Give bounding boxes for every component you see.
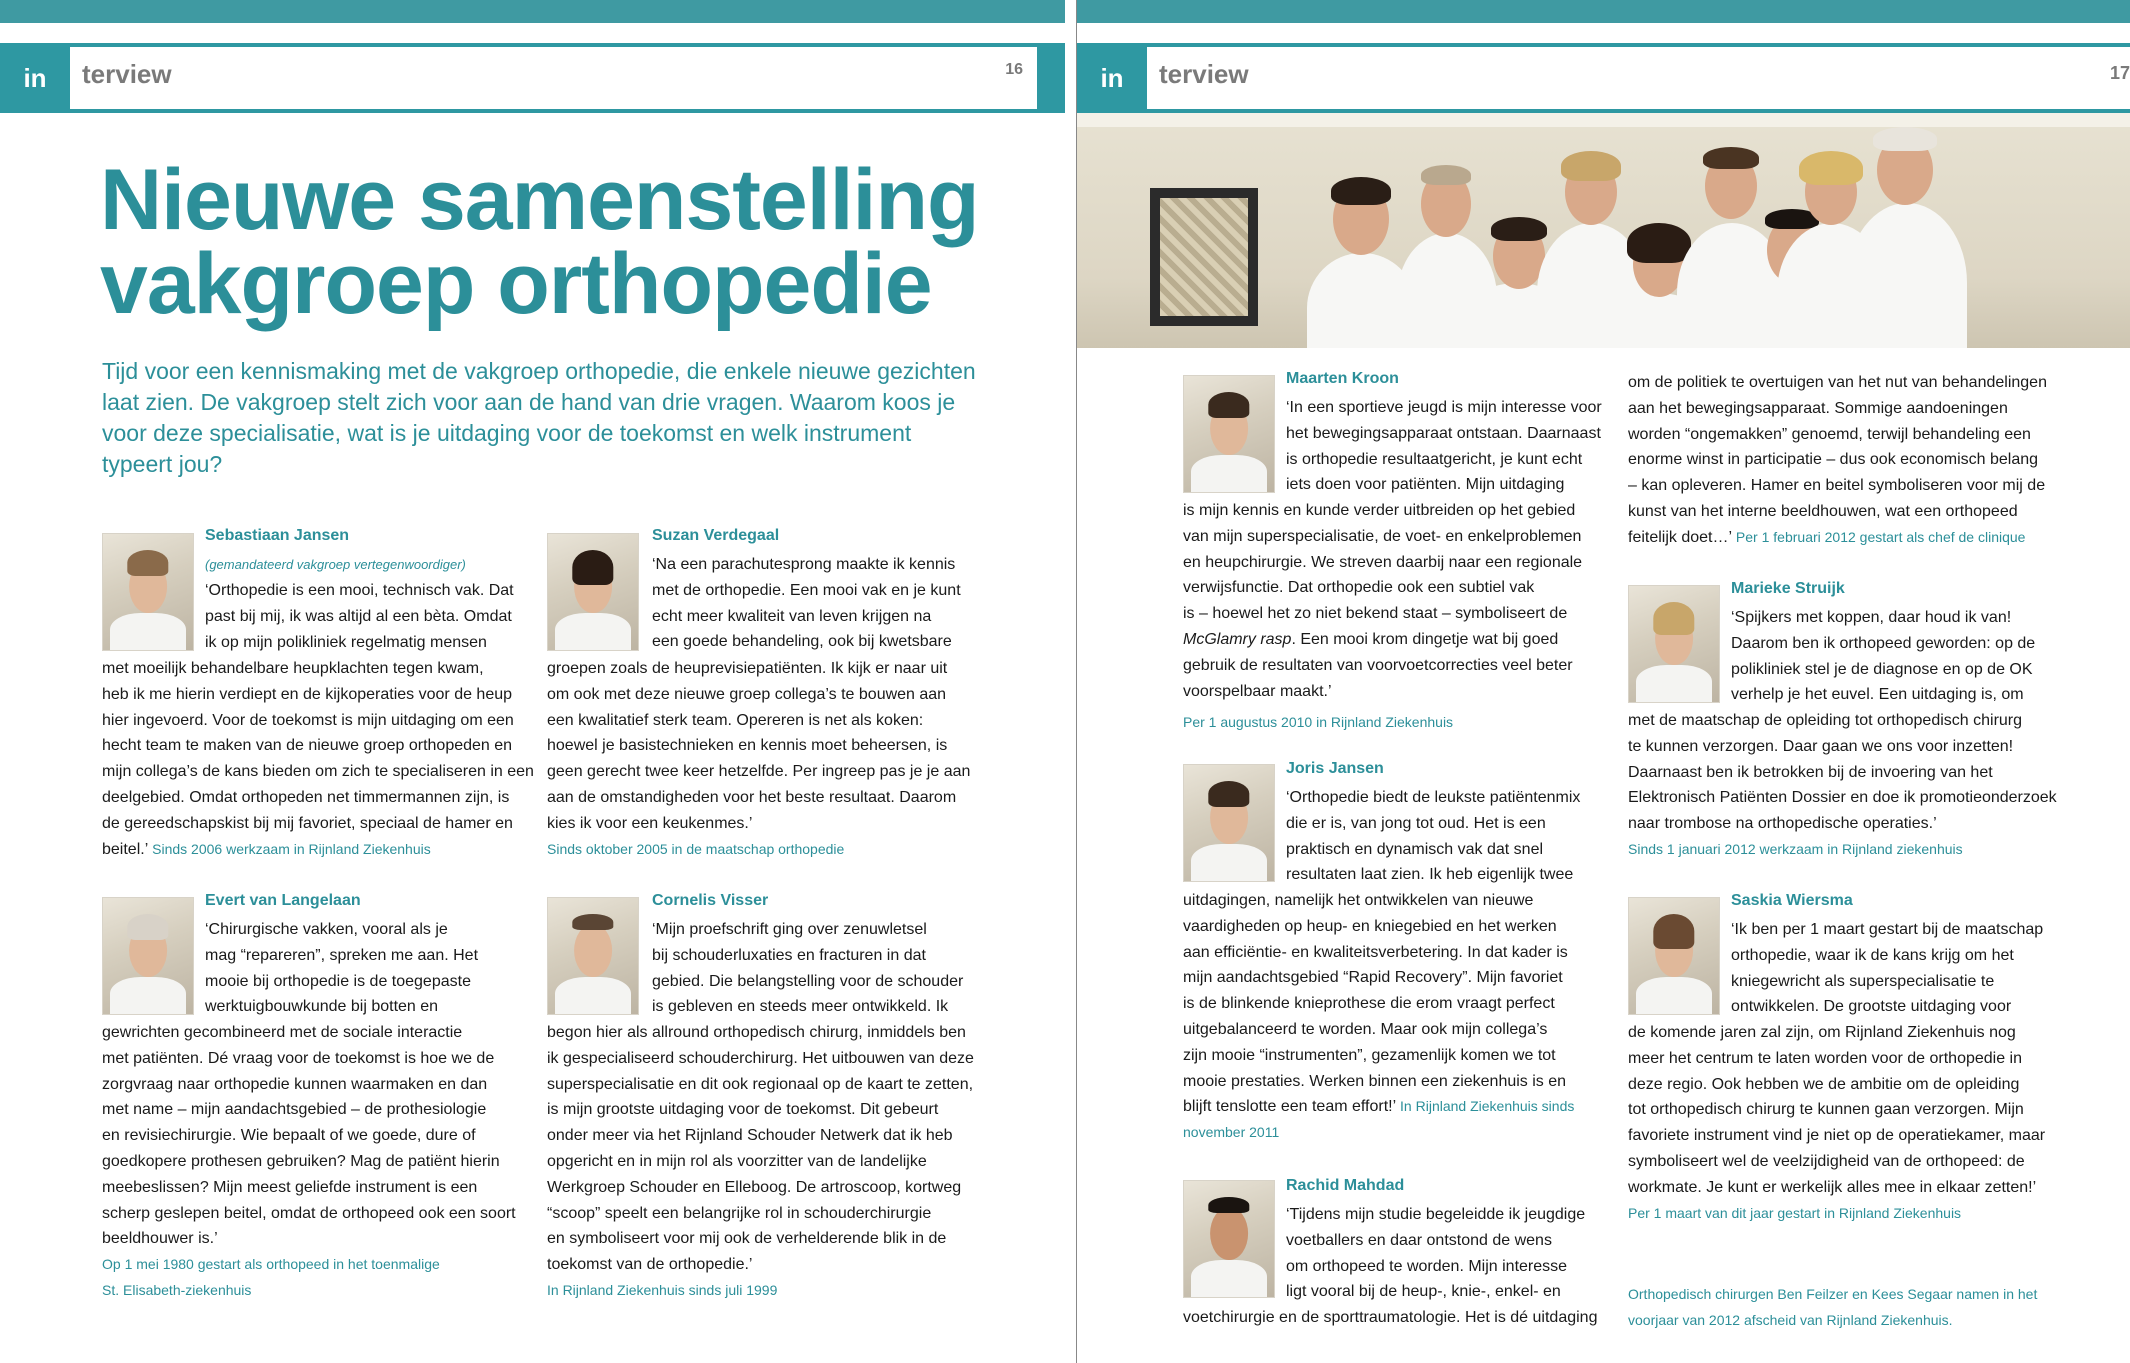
top-strip <box>0 0 1065 23</box>
page-number: 17 <box>2109 63 2130 83</box>
intro-text: Tijd voor een kennismaking met de vakgroep orthopedie, die enkele nieuwe gezichten laat zien. De vakgroep stelt zich voor aan de hand van drie vragen. Waarom koos je voor deze specialisatie, wat is je uitdaging voor de toekomst en welk instrument typeert jou? <box>102 358 976 477</box>
note-evert: Op 1 mei 1980 gestart als orthopeed in het toenmalige <box>102 1256 440 1273</box>
closing-note: Orthopedisch chirurgen Ben Feilzer en Kees Segaar namen in het voorjaar van 2012 afscheid van Rijnland Ziekenhuis. <box>1628 1286 2038 1328</box>
name-suzan: Suzan Verdegaal <box>652 527 780 544</box>
portrait-evert <box>102 897 194 1015</box>
text-rachid-continued: om de politiek te overtuigen van het nut van behandelingen aan het bewegingsapparaat. Sommige aandoeningen worden “ongemakken” genoemd, terwijl behandeling een enorme winst in participatie – dus ook economisch belang – kan opleveren. Hamer en beitel symboliseren voor mij de kunst van het interne beeldhouwen, wat een orthopeed feitelijk doet…’ Per 1 februari 2012 gestart als chef de clinique <box>1628 374 2047 546</box>
text-suzan: ‘Na een parachutesprong maakte ik kennis met de orthopedie. Een mooi vak en je kunt echt meer kwaliteit van leven krijgen na een goede behandeling, ook bij kwetsbare <box>652 556 961 651</box>
framed-artwork <box>1150 188 1258 326</box>
portrait-maarten <box>1183 375 1275 493</box>
note-marieke: Sinds 1 januari 2012 werkzaam in Rijnland ziekenhuis <box>1628 840 1963 857</box>
portrait-joris <box>1183 764 1275 882</box>
text-joris: ‘Orthopedie biedt de leukste patiëntenmix die er is, van jong tot oud. Het is een praktisch en dynamisch vak dat snel resultaten laat zien. Ik heb eigenlijk twee <box>1286 789 1581 884</box>
note-maarten: Per 1 augustus 2010 in Rijnland Ziekenhuis <box>1183 714 1454 731</box>
right-page: in terview 17 Maarten Kroon ‘In een sportieve jeugd is mijn interesse voor het bewegingsapparaat ontstaan. Daarnaast is orthopedie resultaatgericht, je kunt echt iets doen voor patiënten. Mijn uitdaging is mijn kennis en kunde verder uitbreiden op het gebied van mijn superspecialisatie, de voet- en enkelproblemen en heupchirurgie. We streven daarbij naar een regionale verwijsfunctie. Dat orthopedie ook een subtiel vak is – hoewel het zo niet bekend staat – symboliseert de McGlamry rasp. Een mooi krom dingetje wat bij goed gebruik de resultaten van voorvoetcorrecties veel beter voorspelbaar maakt.’ Per 1 augustus 2010 in Rijnland Ziekenhuis Joris Jansen ‘Orthopedie biedt de leukste patiëntenmix die er is, van jong tot oud. Het is een praktisch en dynamisch vak dat snel resultaten laat zien. Ik heb eigenlijk twee uitdagingen, namelijk het ontwikkelen van nieuwe vaardigheden op heup- en kniegebied en het werken aan efficiëntie- en kwaliteitsverbetering. In dat kader is mijn aandachtsgebied “Rapid Recovery”. Mijn favoriet is de blinkende knieprothese die erom vraagt perfect uitgebalanceerd te worden. Maar ook mijn collega’s zijn mooie “instrumenten”, gezamenlijk komen we tot mooie prestaties. Werken binnen een ziekenhuis is en blijft tenslotte een team effort!’ In Rijnland Ziekenhuis sinds november 2011 Rachid Mahdad ‘Tijdens mijn studie begeleidde ik jeugdige voetballers en daar ontstond de wens om orthopeed te worden. Mijn interesse ligt vooral bij de heup-, knie-, enkel- en voetchirurgie en de sporttraumatologie. Het is dé uitdaging om de politiek te overtuigen van het nut van behandelingen aan het bewegingsapparaat. Sommige aandoeningen worden “ongemakken” genoemd, terwijl behandeling een enorme winst in participatie – dus ook economisch belang – kan opleveren. Hamer en beitel symboliseren voor mij de kunst van het interne beeldhouwen, wat een orthopeed feitelijk doet…’ Per 1 februari 2012 gestart als chef de clinique Marieke Struijk ‘Spijkers met koppen, daar houd ik van! Daarom ben ik orthopeed geworden: op de polikliniek stel je de diagnose en op de OK verhelp je het euvel. Een uitdaging is, om met de maatschap de opleiding tot orthopedisch chirurg te kunnen verzorgen. Daar gaan we ons voor inzetten! Daarnaast ben ik betrokken bij de invoering van het Elektronisch Patiënten Dossier en doe ik promotieonderzoek naar trombose na orthopedische operaties.’ Sinds 1 januari 2012 werkzaam in Rijnland ziekenhuis Saskia Wiersma ‘Ik ben per 1 maart gestart bij de maatschap orthopedie, waar ik de kans krijg om het kniegewricht als superspecialisatie te ontwikkelen. De grootste uitdaging voor de komende jaren zal zijn, om Rijnland Ziekenhuis nog meer het centrum te laten worden voor de orthopedie in deze regio. Ook hebben we de ambitie om de opleiding tot orthopedisch chirurg te kunnen gaan verzorgen. Mijn favoriete instrument vind je niet op de operatiekamer, maar symboliseert wel de veelzijdigheid van de orthopeed: de workmate. Je kunt er werkelijk alles mee in elkaar zetten!’ Per 1 maart van dit jaar gestart in Rijnland Ziekenhuis Orthopedisch chirurgen Ben Feilzer en Kees Segaar namen in het voorjaar van 2012 afscheid van Rijnland Ziekenhuis. <box>1077 0 2130 1363</box>
name-rachid: Rachid Mahdad <box>1286 1177 1405 1194</box>
note-joris: In Rijnland Ziekenhuis sinds <box>1396 1098 1575 1115</box>
note-sebastiaan: Sinds 2006 werkzaam in Rijnland Ziekenhuis <box>148 840 431 857</box>
text-cornelis: ‘Mijn proefschrift ging over zenuwletsel bij schouderluxaties en fracturen in dat gebied. Die belangstelling voor de schouder is gebleven en steeds meer ontwikkeld. Ik <box>652 921 964 1016</box>
page-header <box>1077 43 2130 113</box>
role-sebastiaan: (gemandateerd vakgroep vertegenwoordiger) <box>205 557 466 572</box>
article-title: Nieuwe samenstelling vakgroep orthopedie <box>100 152 979 332</box>
portrait-rachid <box>1183 1180 1275 1298</box>
note-suzan: Sinds oktober 2005 in de maatschap orthopedie <box>547 840 845 857</box>
text-maarten: ‘In een sportieve jeugd is mijn interesse voor het bewegingsapparaat ontstaan. Daarnaast is orthopedie resultaatgericht, je kunt echt iets doen voor patiënten. Mijn uitdaging <box>1286 399 1602 494</box>
group-photo <box>1077 113 2130 348</box>
text-sebastiaan: ‘Orthopedie is een mooi, technisch vak. Dat past bij mij, ik was altijd al een bèta. Omdat ik op mijn polikliniek regelmatig mensen <box>205 582 514 651</box>
note-cornelis: In Rijnland Ziekenhuis sinds juli 1999 <box>547 1281 778 1298</box>
name-marieke: Marieke Struijk <box>1731 580 1845 597</box>
text-saskia: ‘Ik ben per 1 maart gestart bij de maatschap orthopedie, waar ik de kans krijg om het kniegewricht als superspecialisatie te ontwikkelen. De grootste uitdaging voor <box>1731 921 2044 1016</box>
page-number: 16 <box>1005 61 1023 78</box>
header-in: in <box>1100 62 1124 93</box>
text-rachid: ‘Tijdens mijn studie begeleidde ik jeugdige voetballers en daar ontstond de wens om orthopeed te worden. Mijn interesse ligt vooral bij de heup-, knie-, enkel- en <box>1286 1206 1586 1301</box>
name-evert: Evert van Langelaan <box>205 892 361 909</box>
text-marieke: ‘Spijkers met koppen, daar houd ik van! Daarom ben ik orthopeed geworden: op de polikliniek stel je de diagnose en op de OK verhelp je het euvel. Een uitdaging is, om <box>1731 609 2036 704</box>
name-saskia: Saskia Wiersma <box>1731 892 1853 909</box>
header-section: terview <box>82 59 172 89</box>
left-page: in terview 16 Nieuwe samenstelling vakgroep orthopedie Tijd voor een kennismaking met de vakgroep orthopedie, die enkele nieuwe gezichten laat zien. De vakgroep stelt zich voor aan de hand van drie vragen. Waarom koos je voor deze specialisatie, wat is je uitdaging voor de toekomst en welk instrument typeert jou? Sebastiaan Jansen (gemandateerd vakgroep vertegenwoordiger) ‘Orthopedie is een mooi, technisch vak. Dat past bij mij, ik was altijd al een bèta. Omdat ik op mijn polikliniek regelmatig mensen met moeilijk behandelbare heupklachten tegen kwam, heb ik me hierin verdiept en de kijkoperaties voor de heup hier ingevoerd. Voor de toekomst is mijn uitdaging om een hecht team te maken van de nieuwe groep orthopeden en mijn collega’s de kans bieden om zich te specialiseren in een deelgebied. Omdat orthopeden net timmermannen zijn, is de gereedschapskist bij mij favoriet, speciaal de hamer en beitel.’ Sinds 2006 werkzaam in Rijnland Ziekenhuis Suzan Verdegaal ‘Na een parachutesprong maakte ik kennis met de orthopedie. Een mooi vak en je kunt echt meer kwaliteit van leven krijgen na een goede behandeling, ook bij kwetsbare groepen zoals de heuprevisiepatiënten. Ik kijk er naar uit om ook met deze nieuwe groep collega’s te bouwen aan een kwalitatief sterk team. Opereren is net als koken: hoewel je basistechnieken en kennis moet beheersen, is geen gerecht twee keer hetzelfde. Per ingreep pas je je aan aan de omstandigheden voor het beste resultaat. Daarom kies ik voor een keukenmes.’ Sinds oktober 2005 in de maatschap orthopedie Evert van Langelaan ‘Chirurgische vakken, vooral als je mag “repareren”, spreken me aan. Het mooie bij orthopedie is de toegepaste werktuigbouwkunde bij botten en gewrichten gecombineerd met de sociale interactie met patiënten. Dé vraag voor de toekomst is hoe we de zorgvraag naar orthopedie kunnen waarmaken en dan met name – mijn aandachtsgebied – de prothesiologie en revisiechirurgie. Wie bepaalt of we goede, dure of goedkopere prothesen gebruiken? Mag de patiënt hierin meebeslissen? Mijn meest geliefde instrument is een scherp geslepen beitel, omdat de orthopeed ook een soort beeldhouwer is.’ Op 1 mei 1980 gestart als orthopeed in het toenmalige St. Elisabeth-ziekenhuis Cornelis Visser ‘Mijn proefschrift ging over zenuwletsel bij schouderluxaties en fracturen in dat gebied. Die belangstelling voor de schouder is gebleven en steeds meer ontwikkeld. Ik begon hier als allround orthopedisch chirurg, inmiddels ben ik gespecialiseerd schouderchirurg. Het uitbouwen van deze superspecialisatie en dit ook regionaal op de kaart te zetten, is mijn grootste uitdaging voor de toekomst. Dit gebeurt onder meer via het Rijnland Schouder Netwerk dat ik heb opgericht en in mijn rol als voorzitter van de landelijke Werkgroep Schouder en Elleboog. De artroscoop, kortweg “scoop” speelt een belangrijke rol in schouderchirurgie en symboliseert voor mij ook de verhelderende blik in de toekomst van de orthopedie.’ In Rijnland Ziekenhuis sinds juli 1999 <box>0 0 1065 1363</box>
name-joris: Joris Jansen <box>1286 760 1384 777</box>
portrait-saskia <box>1628 897 1720 1015</box>
note-saskia: Per 1 maart van dit jaar gestart in Rijnland Ziekenhuis <box>1628 1204 1962 1221</box>
top-strip <box>1077 0 2130 23</box>
portrait-marieke <box>1628 585 1720 703</box>
portrait-cornelis <box>547 897 639 1015</box>
name-maarten: Maarten Kroon <box>1286 370 1399 387</box>
name-cornelis: Cornelis Visser <box>652 892 769 909</box>
page-header <box>0 43 1065 113</box>
note-rachid: Per 1 februari 2012 gestart als chef de clinique <box>1732 528 2026 545</box>
name-sebastiaan: Sebastiaan Jansen <box>205 527 350 544</box>
header-in: in <box>23 62 47 93</box>
portrait-sebastiaan <box>102 533 194 651</box>
text-evert: ‘Chirurgische vakken, vooral als je mag “repareren”, spreken me aan. Het mooie bij orthopedie is de toegepaste werktuigbouwkunde bij botten en <box>205 921 479 1016</box>
portrait-suzan <box>547 533 639 651</box>
header-section: terview <box>1159 59 1249 89</box>
